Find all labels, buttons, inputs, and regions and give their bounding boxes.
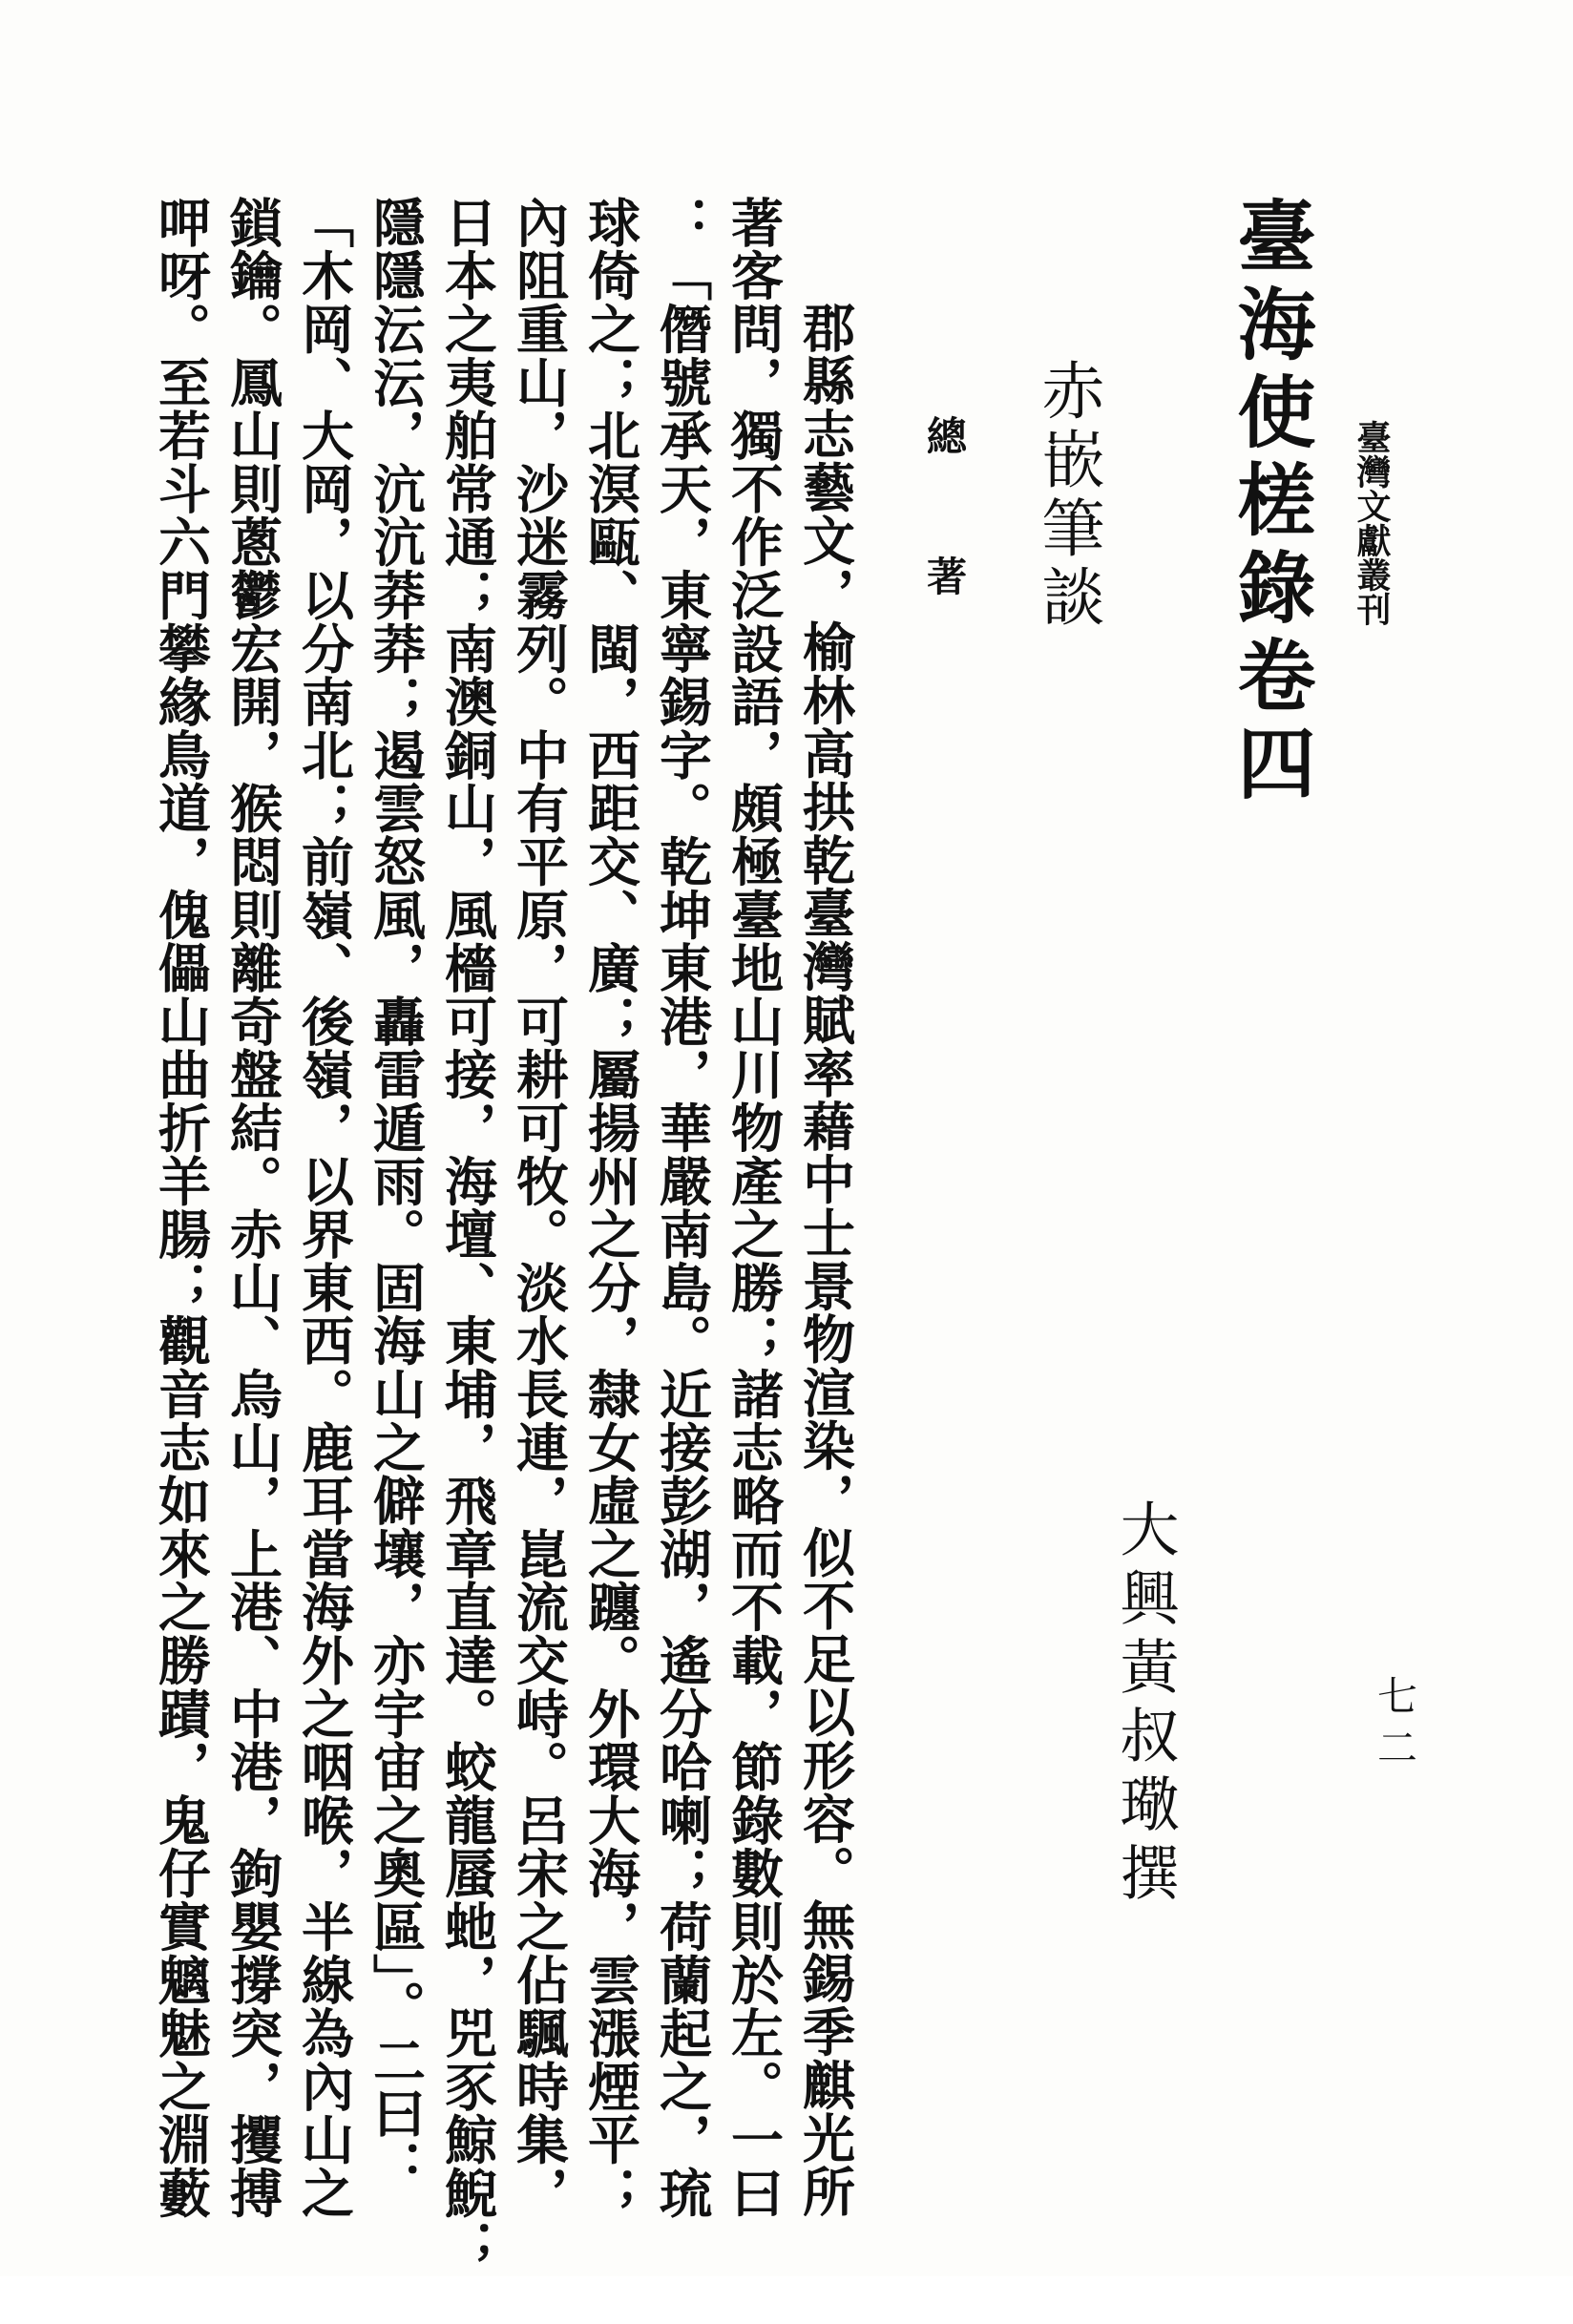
body-line: 內阻重山，沙迷霧列。中有平原，可耕可牧。淡水長連，崑流交峙。呂宋之佔颿時集， xyxy=(508,196,570,2220)
body-line: 鎖鑰。鳳山則蔥鬱宏開，猴悶則離奇盤結。赤山、烏山，上港、中港，鉤嬰撐突，攫搏 xyxy=(221,196,283,2220)
body-line: 日本之夷舶常通；南澳銅山，風檣可接，海壇、東埔，飛章直達。蛟龍蜃虵，兕豕鯨鯢； xyxy=(436,196,498,2273)
volume-title: 臺海使槎錄卷四 xyxy=(1225,196,1316,810)
body-line: 著客問，獨不作泛設語，頗極臺地山川物產之勝；諸志略而不載，節錄數則於左。一曰 xyxy=(723,196,785,2220)
body-line: 「木岡、大岡，以分南北；前嶺、後嶺，以界東西。鹿耳當海外之咽喉，半線為內山之 xyxy=(293,196,355,2220)
body-line: 郡縣志藝文，榆林高拱乾臺灣賦率藉中士景物渲染，似不足以形容。無錫季麒光所 xyxy=(794,301,856,2218)
body-line: 球倚之；北溟甌、閩，西距交、廣；屬揚州之分，隸女虛之躔。外環大海，雲漲煙平； xyxy=(579,196,641,2220)
series-title: 臺灣文獻叢刊 xyxy=(1352,420,1391,626)
subsection-title: 總 著 xyxy=(921,415,968,622)
body-line: ：「僭號承天，東寧錫字。乾坤東港，華嚴南島。近接彭湖，遙分哈喇；荷蘭起之，琉 xyxy=(651,196,713,2220)
author-line: 大興黃叔璥撰 xyxy=(1110,1498,1180,1911)
page-number: 七二 xyxy=(1372,1675,1418,1778)
body-text xyxy=(107,196,856,2273)
section-title: 赤嵌筆談 xyxy=(1031,358,1104,633)
body-line: 呷呀。至若斗六門攀緣鳥道，傀儡山曲折羊腸；觀音志如來之勝蹟，鬼仔實魑魅之淵藪 xyxy=(150,196,212,2220)
body-line: 隱隱沄沄，沆沆莽莽；遏雲怒風，轟雷遁雨。固海山之僻壤，亦宇宙之奧區」。二曰： xyxy=(365,196,427,2193)
